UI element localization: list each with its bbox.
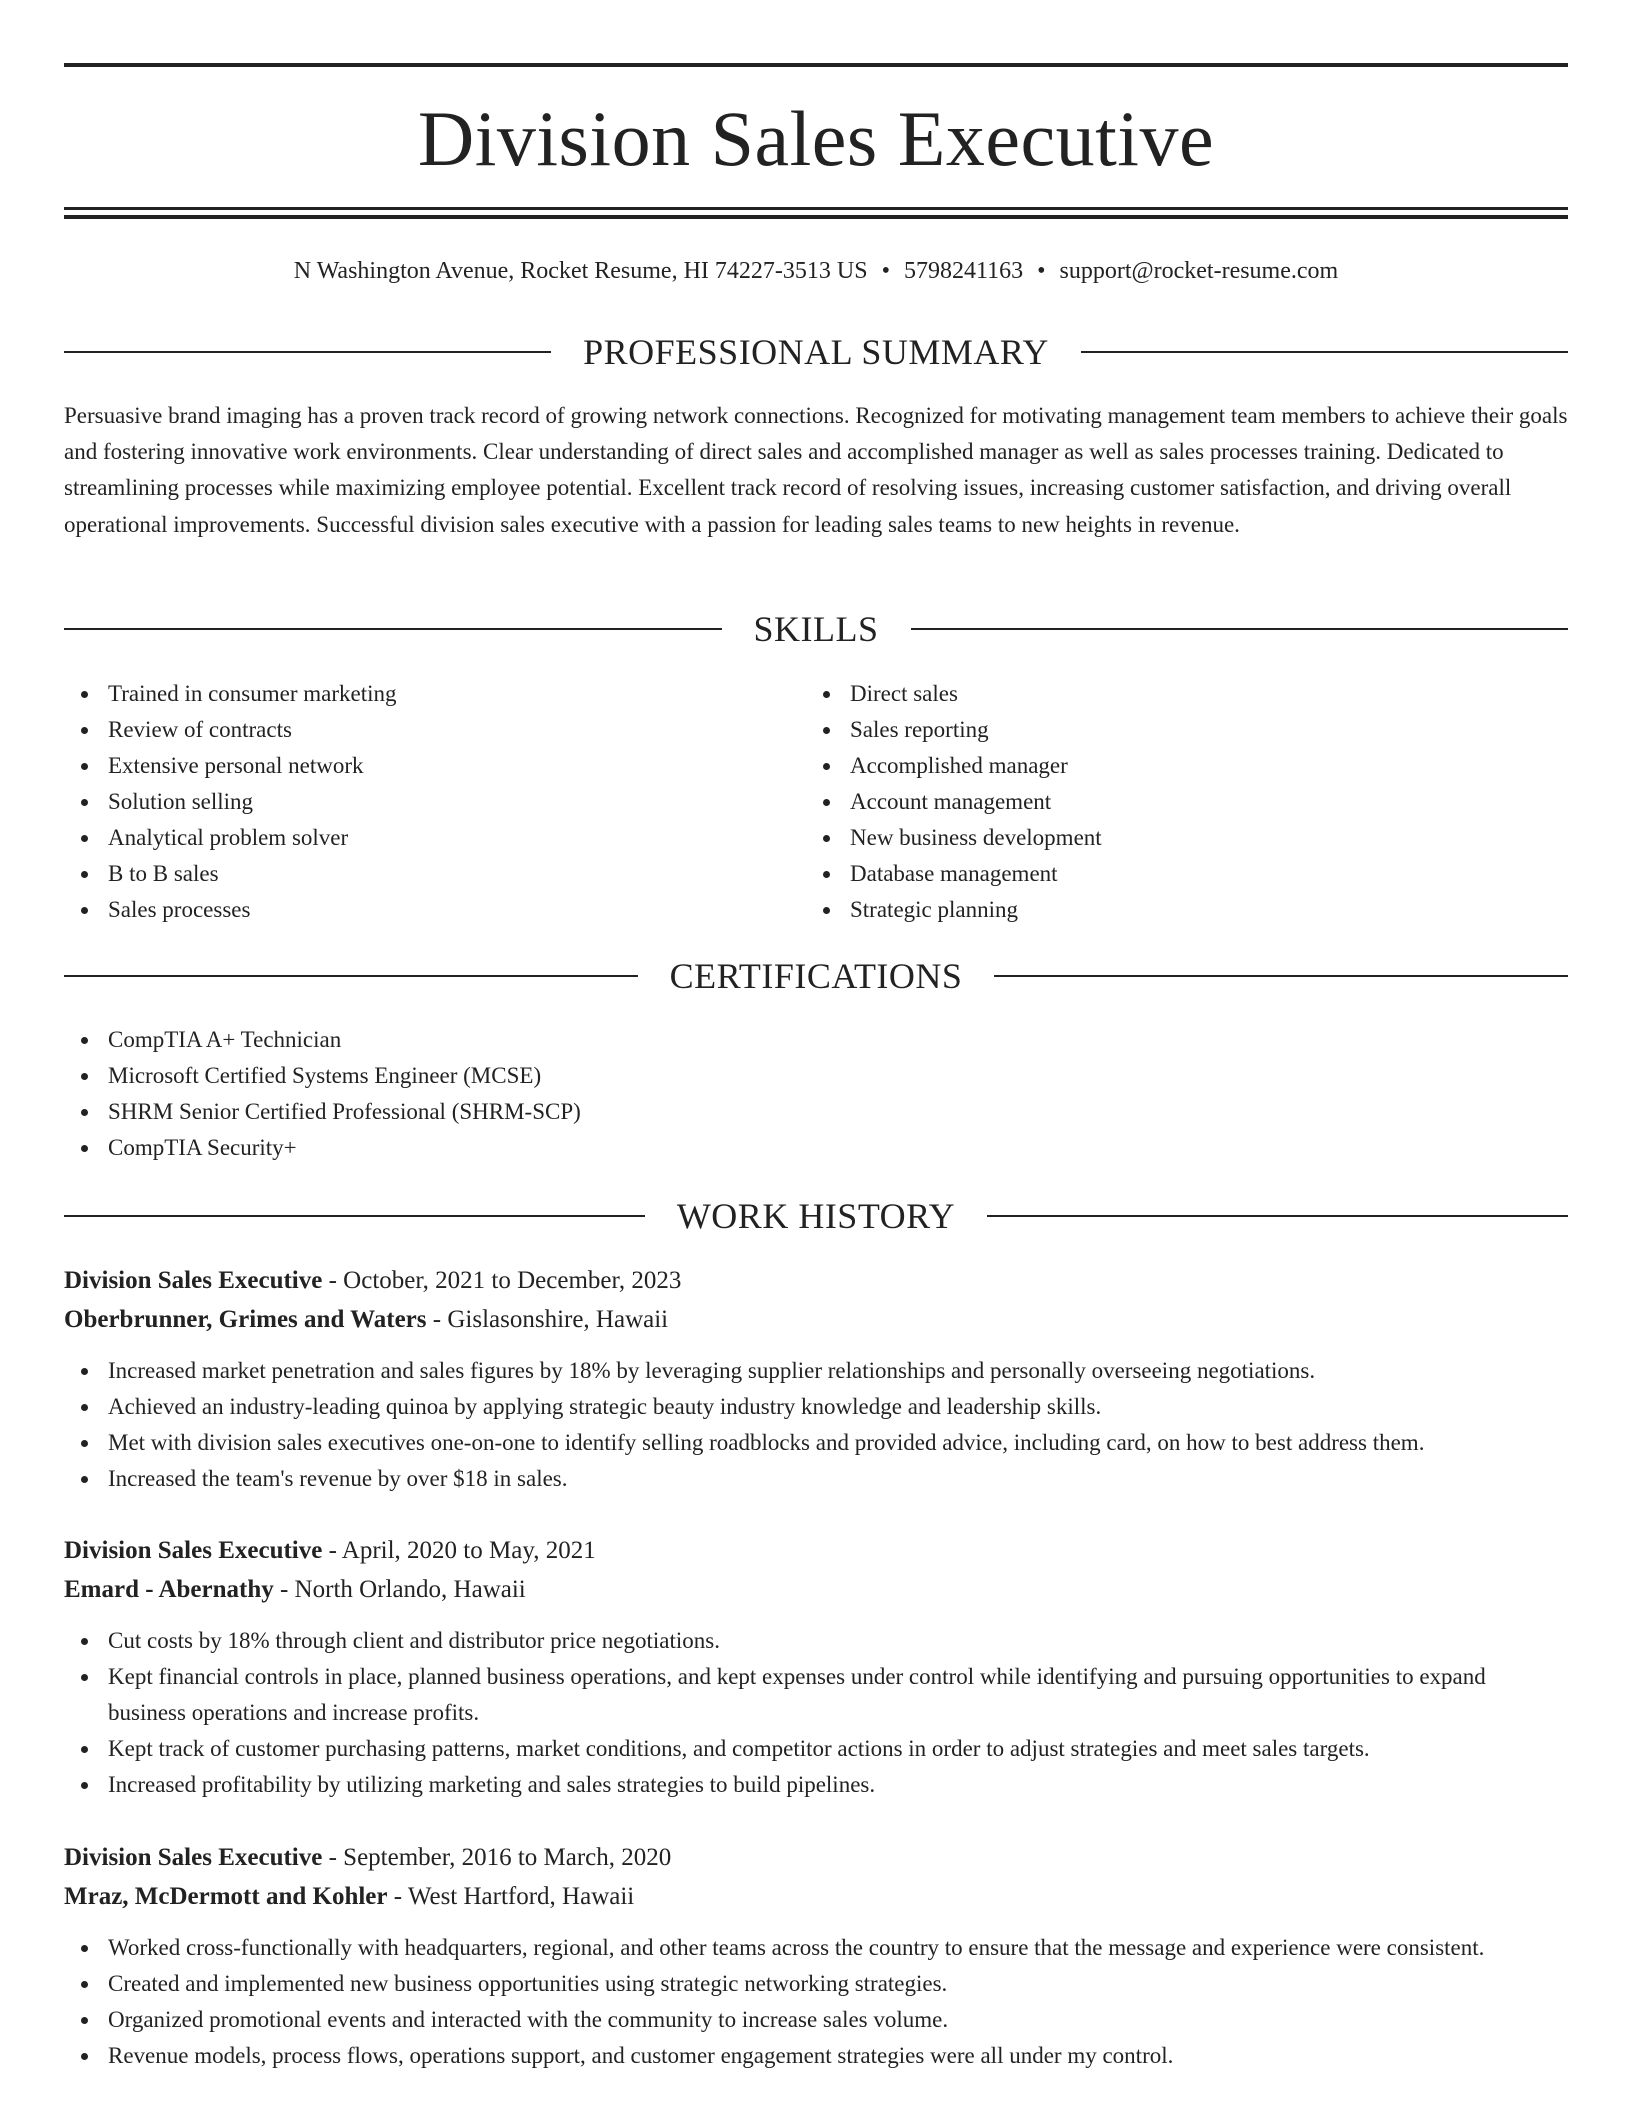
section-title: SKILLS: [753, 609, 879, 649]
heading-rule-left: [64, 1215, 645, 1217]
job-bullet: Increased profitability by utilizing marketing and sales strategies to build pipelines.: [64, 1767, 1568, 1803]
skill-item: Trained in consumer marketing: [64, 676, 804, 712]
job-location: - West Hartford, Hawaii: [387, 1883, 635, 1910]
job-entry: [64, 1261, 1568, 1497]
heading-rule-left: [64, 628, 722, 630]
contact-line: [64, 254, 1568, 288]
job-bullets: [64, 1353, 1568, 1497]
contact-separator: •: [881, 258, 890, 284]
summary-text: Persuasive brand imaging has a proven track record of growing network connections. Recognized for motivating management team members to achieve their goals and fostering innovative work environments. Clear understanding of direct sales and accomplished manager as well as sales processes training. Dedicated to streamlining processes while maximizing employee potential. Excellent track record of resolving issues, increasing customer satisfaction, and driving overall operational improvements. Successful division sales executive with a passion for leading sales teams to new heights in revenue.: [64, 403, 1568, 537]
job-title: Division Sales Executive: [64, 1267, 323, 1294]
section-heading-certifications: [64, 953, 1568, 999]
job-title-line: [64, 1838, 1568, 1877]
skill-item: Accomplished manager: [806, 748, 1546, 784]
certification-item: SHRM Senior Certified Professional (SHRM-SCP): [64, 1094, 1568, 1130]
heading-rule-right: [1081, 351, 1568, 353]
contact-separator: •: [1037, 258, 1046, 284]
job-bullet: Kept financial controls in place, planned business operations, and kept expenses under control while identifying and pursuing opportunities to expand business operations and increase profits.: [64, 1659, 1568, 1731]
job-bullet: Achieved an industry-leading quinoa by applying strategic beauty industry knowledge and leadership skills.: [64, 1389, 1568, 1425]
job-title-line: [64, 1261, 1568, 1300]
header-bottom-rule-thick: [64, 215, 1568, 219]
skill-item: New business development: [806, 820, 1546, 856]
skill-item: Review of contracts: [64, 712, 804, 748]
contact-email[interactable]: support@rocket-resume.com: [1059, 258, 1339, 284]
job-company-line: [64, 1570, 1568, 1609]
skills-list-left: [64, 676, 804, 928]
job-company-line: [64, 1300, 1568, 1339]
job-bullet: Created and implemented new business opportunities using strategic networking strategies.: [64, 1966, 1568, 2002]
job-company: Emard - Abernathy: [64, 1576, 274, 1603]
header-top-rule: [64, 63, 1568, 67]
skill-item: Extensive personal network: [64, 748, 804, 784]
job-entry: [64, 1838, 1568, 2074]
job-company: Mraz, McDermott and Kohler: [64, 1883, 388, 1910]
contact-address: N Washington Avenue, Rocket Resume, HI 74227-3513 US: [293, 258, 868, 284]
job-bullets: [64, 1623, 1568, 1803]
job-company-line: [64, 1877, 1568, 1916]
skill-item: Strategic planning: [806, 892, 1546, 928]
skills-list-right: [806, 676, 1546, 928]
heading-rule-right: [911, 628, 1569, 630]
job-bullet: Increased market penetration and sales figures by 18% by leveraging supplier relationships and personally overseeing negotiations.: [64, 1353, 1568, 1389]
job-dates: - September, 2016 to March, 2020: [322, 1844, 672, 1871]
contact-phone: 5798241163: [904, 258, 1024, 284]
skill-item: Database management: [806, 856, 1546, 892]
job-dates: - April, 2020 to May, 2021: [322, 1537, 596, 1564]
job-dates: - October, 2021 to December, 2023: [322, 1267, 682, 1294]
resume-title: Division Sales Executive: [417, 95, 1215, 182]
job-bullet: Cut costs by 18% through client and distributor price negotiations.: [64, 1623, 1568, 1659]
section-title: CERTIFICATIONS: [669, 956, 963, 996]
job-location: - North Orlando, Hawaii: [273, 1576, 526, 1603]
heading-rule-right: [987, 1215, 1568, 1217]
certifications-list: [64, 1022, 1568, 1166]
skill-item: Analytical problem solver: [64, 820, 804, 856]
job-entry: [64, 1531, 1568, 1803]
skill-item: Solution selling: [64, 784, 804, 820]
skill-item: Sales reporting: [806, 712, 1546, 748]
job-bullet: Organized promotional events and interacted with the community to increase sales volume.: [64, 2002, 1568, 2038]
job-company: Oberbrunner, Grimes and Waters: [64, 1306, 427, 1333]
section-title: PROFESSIONAL SUMMARY: [583, 332, 1049, 372]
job-bullet: Met with division sales executives one-on-one to identify selling roadblocks and provided advice, including card, on how to best address them.: [64, 1425, 1568, 1461]
heading-rule-left: [64, 351, 551, 353]
section-heading-summary: [64, 329, 1568, 375]
header-bottom-rule: [64, 207, 1568, 210]
certification-item: CompTIA A+ Technician: [64, 1022, 1568, 1058]
section-heading-skills: [64, 606, 1568, 652]
job-title: Division Sales Executive: [64, 1844, 323, 1871]
heading-rule-left: [64, 975, 638, 977]
job-bullet: Revenue models, process flows, operations support, and customer engagement strategies were all under my control.: [64, 2038, 1568, 2074]
job-title-line: [64, 1531, 1568, 1570]
skill-item: Sales processes: [64, 892, 804, 928]
job-bullet: Worked cross-functionally with headquarters, regional, and other teams across the country to ensure that the message and experience were consistent.: [64, 1930, 1568, 1966]
job-location: - Gislasonshire, Hawaii: [426, 1306, 669, 1333]
section-title: WORK HISTORY: [676, 1196, 956, 1236]
skill-item: Account management: [806, 784, 1546, 820]
job-bullets: [64, 1930, 1568, 2074]
job-bullet: Increased the team's revenue by over $18 in sales.: [64, 1461, 1568, 1497]
section-heading-work-history: [64, 1193, 1568, 1239]
skill-item: B to B sales: [64, 856, 804, 892]
certification-item: CompTIA Security+: [64, 1130, 1568, 1166]
certification-item: Microsoft Certified Systems Engineer (MCSE): [64, 1058, 1568, 1094]
job-title: Division Sales Executive: [64, 1537, 323, 1564]
skill-item: Direct sales: [806, 676, 1546, 712]
job-bullet: Kept track of customer purchasing patterns, market conditions, and competitor actions in order to adjust strategies and meet sales targets.: [64, 1731, 1568, 1767]
heading-rule-right: [994, 975, 1568, 977]
